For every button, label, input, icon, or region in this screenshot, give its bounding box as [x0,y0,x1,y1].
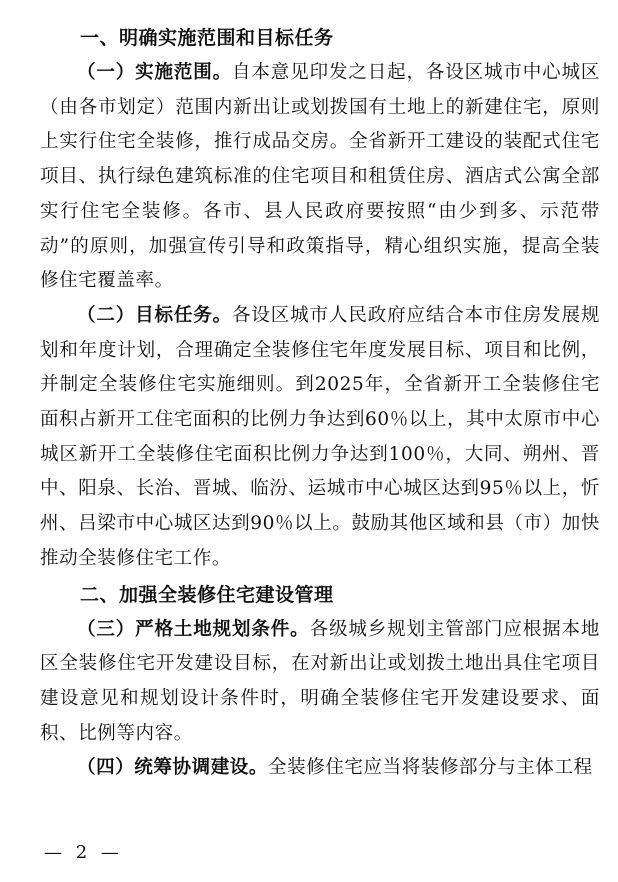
section-heading-1: 一、明确实施范围和目标任务 [80,27,334,49]
page-number: — 2 — [44,842,123,863]
paragraph-lead: （一）实施范围。 [77,62,233,83]
paragraph-body: 全装修住宅应当将装修部分与主体工程 [268,757,593,779]
section-heading-2: 二、加强全装修住宅建设管理 [80,583,334,606]
paragraph-lead: （三）严格土地规划条件。 [77,618,310,640]
paragraph-lead: （二）目标任务。 [77,304,233,326]
paragraph-land-planning [40,613,600,752]
paragraph-body: 各级城乡规划主管部门应根据本地区全装修住宅开发建设目标，在对新出让或划拨土地出具住宅项目建设意见和规划设计条件时，明确全装修住宅开发建设要求、面积、比例等内容。 [40,618,600,744]
paragraph-target-tasks [40,299,600,577]
paragraph-implementation-scope [40,56,600,299]
document-page [40,20,600,786]
paragraph-coordinated-construction [40,751,600,786]
paragraph-body: 各设区城市人民政府应结合本市住房发展规划和年度计划，合理确定全装修住宅年度发展目标、项目和比例，并制定全装修住宅实施细则。到2025年，全省新开工全装修住宅面积占新开工住宅面积的比例力争达到60％以上，其中太原市中心城区新开工全装修住宅面积比例力争达到100％，大同、朔州、晋中、阳泉、长治、晋城、临汾、运城市中心城区达到95％以上，忻州、吕梁市中心城区达到90％以上。鼓励其他区域和县（市）加快推动全装修住宅工作。 [40,304,600,569]
paragraph-lead: （四）统筹协调建设。 [77,757,269,779]
paragraph-body: 自本意见印发之日起，各设区城市中心城区（由各市划定）范围内新出让或划拨国有土地上的新建住宅，原则上实行住宅全装修，推行成品交房。全省新开工建设的装配式住宅项目、执行绿色建筑标准的住宅项目和租赁住房、酒店式公寓全部实行住宅全装修。各市、县人民政府要按照“由少到多、示范带动”的原则，加强宣传引导和政策指导，精心组织实施，提高全装修住宅覆盖率。 [40,62,600,292]
